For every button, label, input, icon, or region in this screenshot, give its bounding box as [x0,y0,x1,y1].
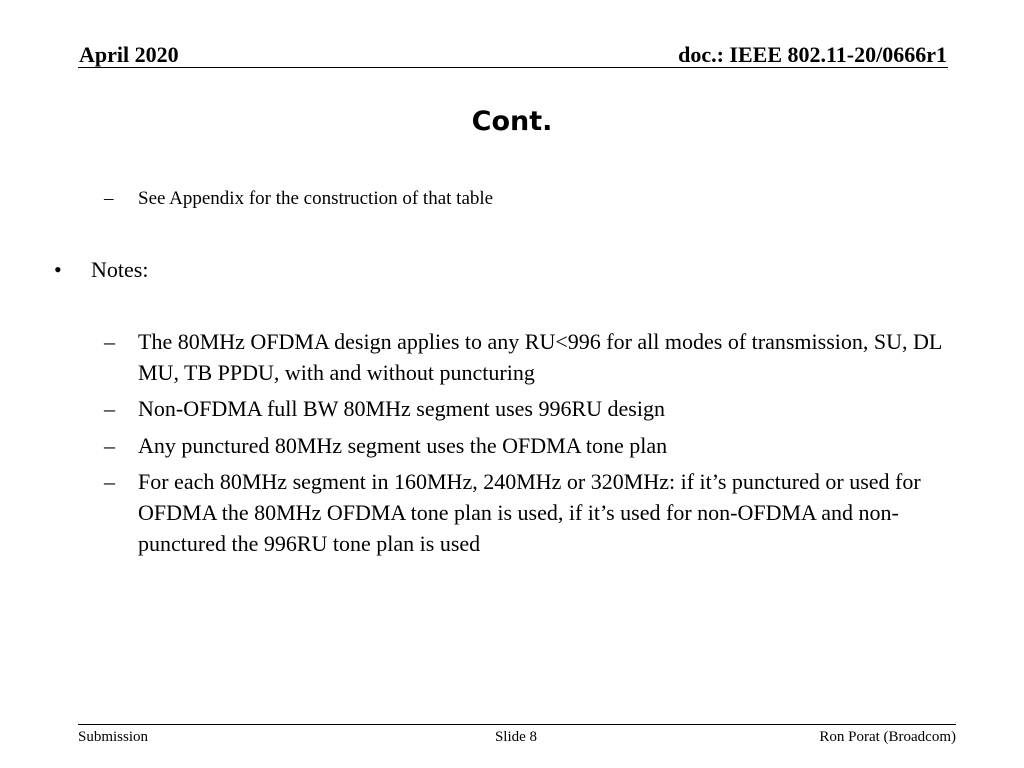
slide-title: Cont. [471,106,553,137]
note-item-3 [104,430,984,461]
note-item-2 [104,393,984,424]
note-text-4: For each 80MHz segment in 160MHz, 240MHz or 320MHz: if it’s punctured or used for OFDMA the 80MHz OFDMA tone plan is used, if it’s used for non-OFDMA and non-punctured the 996RU tone plan is used [138,469,921,556]
dash-bullet: – [104,396,115,421]
footer-author: Ron Porat (Broadcom) [819,729,956,745]
header-divider [78,67,948,68]
dash-bullet: – [104,329,115,354]
footer-submission: Submission [78,729,149,745]
dash-bullet: – [104,188,114,209]
round-bullet: • [54,257,62,282]
header-doc-number: doc.: IEEE 802.11-20/0666r1 [678,42,947,67]
notes-heading-item [54,254,148,285]
notes-label: Notes: [91,257,149,282]
note-item-4 [104,466,984,559]
appendix-note-text: See Appendix for the construction of that table [138,188,494,209]
note-text-2: Non-OFDMA full BW 80MHz segment uses 996RU design [138,396,665,421]
footer-divider [78,724,956,725]
note-item-1 [104,326,984,388]
footer-slide-number: Slide 8 [494,729,538,745]
header-date: April 2020 [79,42,179,67]
note-text-1: The 80MHz OFDMA design applies to any RU<996 for all modes of transmission, SU, DL MU, TB PPDU, with and without puncturing [138,329,942,385]
note-text-3: Any punctured 80MHz segment uses the OFDMA tone plan [138,433,668,458]
dash-bullet: – [104,433,115,458]
appendix-note-item [104,187,984,211]
dash-bullet: – [104,469,115,494]
